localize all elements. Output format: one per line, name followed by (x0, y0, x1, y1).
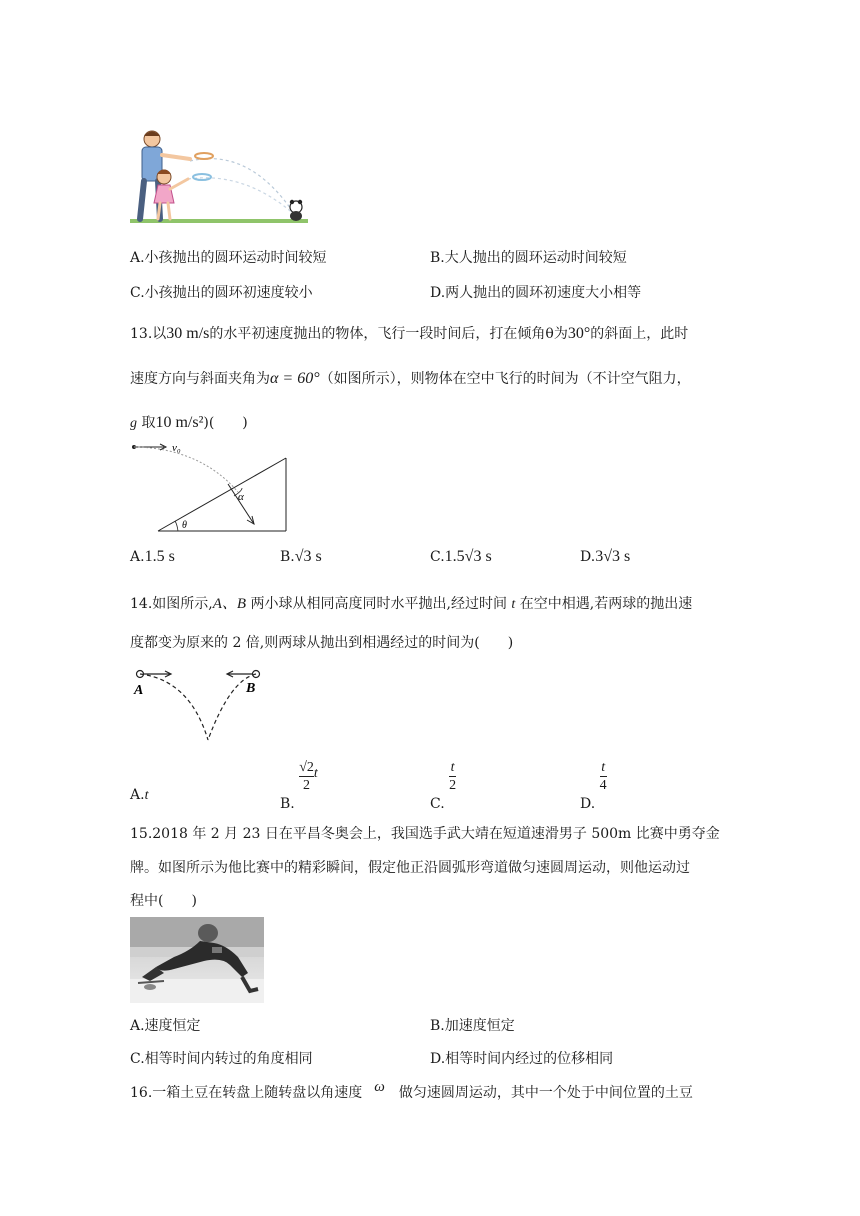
q13-prefix: 13.以 (130, 326, 167, 342)
q13-option-c-label: C. (430, 549, 445, 565)
q16-omega: ω (374, 1079, 385, 1095)
q14-line1-mid: 两小球从相同高度同时水平抛出,经过时间 (246, 596, 512, 612)
q13-line2-pre: 速度方向与斜面夹角为 (130, 371, 270, 387)
q14-option-b-fraction (299, 760, 314, 794)
q14-option-b-t: t (313, 765, 318, 781)
alpha-label: α (238, 491, 244, 503)
q13-option-a-label: A. (130, 549, 145, 565)
q14-line-2: 度都变为原来的 2 倍,则两球从抛出到相遇经过的时间为( ) (130, 635, 514, 651)
q13-angle: 30° (567, 325, 591, 342)
q14-option-d-label: D. (580, 795, 596, 812)
q14-line1-post: 在空中相遇,若两球的抛出速 (515, 596, 693, 612)
q13-option-d-value: 3√3 s (595, 548, 631, 565)
q15-option-c: C.相等时间内转过的角度相同 (130, 1051, 313, 1067)
q15-option-b: B.加速度恒定 (430, 1018, 515, 1034)
q14-option-c-fraction (449, 760, 456, 794)
q14-prefix: 14.如图所示, (130, 596, 213, 612)
q13-line1-mid: 的水平初速度抛出的物体，飞行一段时间后，打在倾角θ为 (209, 326, 568, 342)
q14-option-b-numerator: √2 (299, 760, 314, 775)
q13-option-d (580, 548, 630, 566)
q12-option-b: B.大人抛出的圆环运动时间较短 (430, 250, 627, 266)
q14-option-a (130, 787, 148, 804)
q14-option-a-label: A. (130, 787, 145, 803)
q14-option-d-denominator: 4 (599, 778, 607, 794)
ball-a-label: A (134, 683, 144, 698)
q14-option-c-denominator: 2 (449, 778, 457, 794)
q15-line-3: 程中( ) (130, 893, 197, 909)
q13-g-value: 10 m/s² (155, 414, 204, 431)
q16-line-1 (130, 1079, 693, 1102)
q14-option-c (430, 760, 457, 812)
q14-option-b (280, 760, 318, 812)
q13-alpha-eq: α = 60° (270, 370, 320, 387)
q13-g: g (130, 416, 137, 431)
q15-line-1: 15.2018 年 2 月 23 日在平昌冬奥会上，我国选手武大靖在短道速滑男子 500m 比赛中勇夺金 (130, 826, 720, 842)
incline-figure (130, 436, 290, 536)
q13-option-c (430, 548, 492, 566)
q12-option-a: A.小孩抛出的圆环运动时间较短 (130, 250, 327, 266)
q14-ab: A、B (212, 596, 247, 612)
q15-option-d: D.相等时间内经过的位移相同 (430, 1051, 614, 1067)
q13-option-b (280, 548, 322, 566)
q13-option-c-value: 1.5√3 s (444, 548, 492, 565)
q13-speed: 30 m/s (166, 325, 210, 342)
q13-take: 取 (137, 415, 156, 431)
q13-option-b-label: B. (280, 549, 295, 565)
v0-label: v₀ (172, 442, 181, 454)
q16-line1-post: 做匀速圆周运动，其中一个处于中间位置的土豆 (398, 1085, 693, 1101)
q13-line-1 (130, 323, 688, 343)
speed-skater-photo (130, 917, 264, 1003)
q13-line1-post: 的斜面上，此时 (590, 326, 689, 342)
two-ball-figure (130, 664, 270, 746)
q13-option-d-label: D. (580, 549, 596, 565)
q12-option-c: C.小孩抛出的圆环初速度较小 (130, 285, 313, 301)
q14-option-d (580, 760, 607, 812)
q14-option-b-denominator: 2 (303, 778, 311, 794)
ring-toss-figure (130, 127, 310, 231)
ball-b-label: B (246, 681, 256, 696)
q14-option-d-fraction (600, 760, 607, 794)
q14-line-1 (130, 592, 692, 613)
q16-prefix: 16.一箱土豆在转盘上随转盘以角速度 (130, 1085, 363, 1101)
q14-option-c-label: C. (430, 795, 445, 812)
q14-t: t (511, 597, 516, 612)
q14-option-b-label: B. (280, 795, 295, 812)
q13-line-2 (130, 368, 691, 388)
q13-line3-end: )( ) (203, 415, 248, 431)
q13-line-3 (130, 412, 248, 432)
q14-option-c-numerator: t (450, 760, 455, 775)
q13-option-b-value: √3 s (294, 548, 322, 565)
q12-option-d: D.两人抛出的圆环初速度大小相等 (430, 285, 642, 301)
q15-line-2: 牌。如图所示为他比赛中的精彩瞬间，假定他正沿圆弧形弯道做匀速圆周运动，则他运动过 (130, 860, 690, 876)
q13-line2-post: （如图所示），则物体在空中飞行的时间为（不计空气阻力， (319, 371, 691, 387)
theta-label: θ (182, 520, 187, 531)
q13-option-a (130, 548, 175, 566)
q14-option-d-numerator: t (601, 760, 606, 775)
q13-option-a-value: 1.5 s (144, 548, 175, 565)
q14-option-a-value: t (144, 788, 149, 803)
q15-option-a: A.速度恒定 (130, 1018, 201, 1034)
